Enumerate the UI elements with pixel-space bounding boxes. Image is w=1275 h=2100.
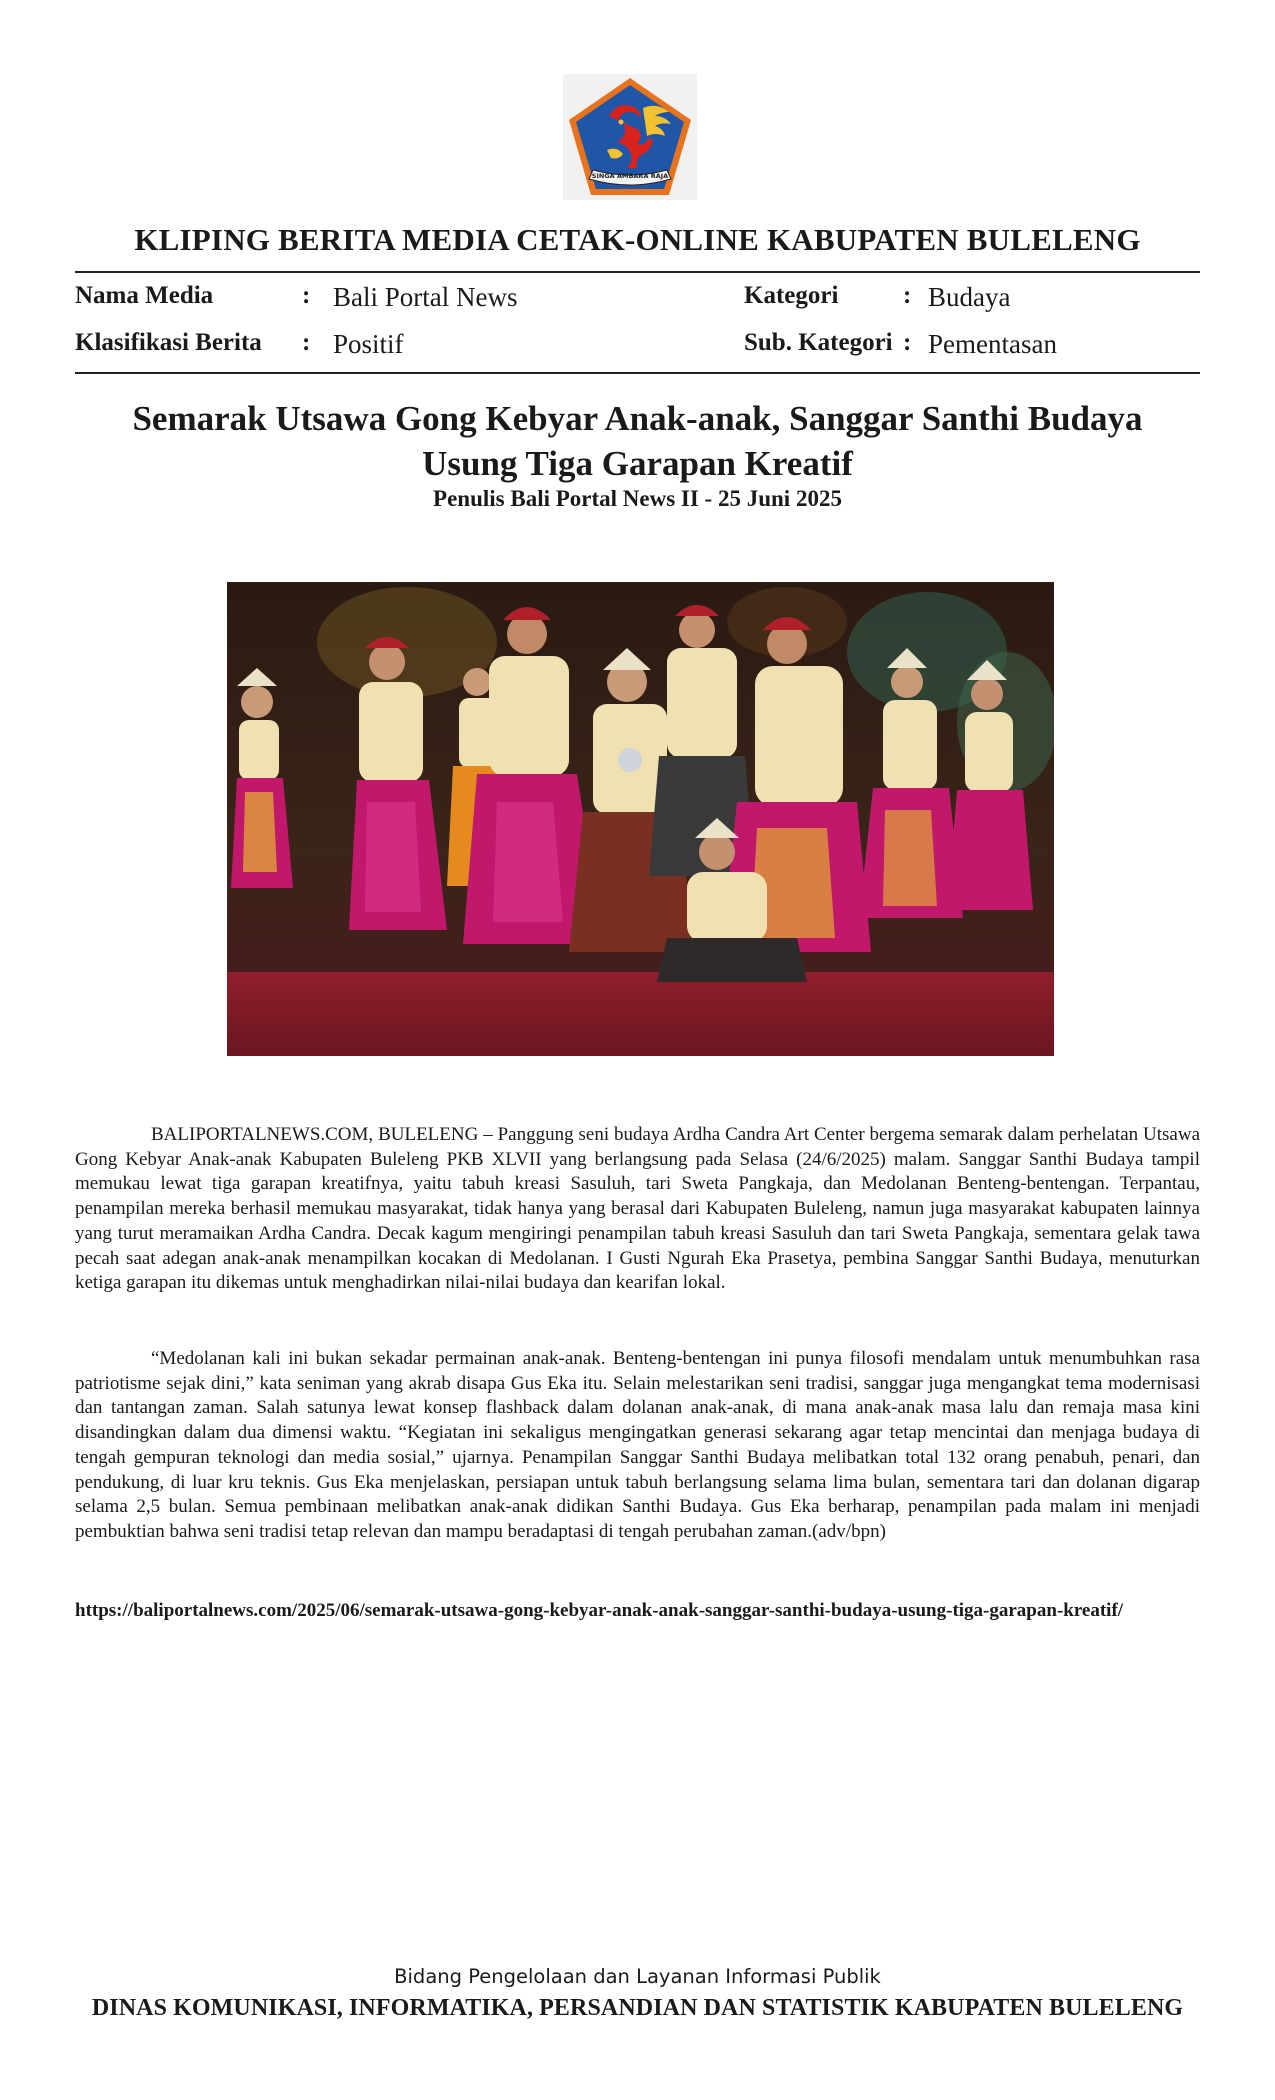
article-paragraph: BALIPORTALNEWS.COM, BULELENG – Panggung seni budaya Ardha Candra Art Center bergema semarak dalam perhelatan Utsawa Gong Kebyar Anak-anak Kabupaten Buleleng PKB XLVII yang berlangsung pada Selasa (24/6/2025) malam. Sanggar Santhi Budaya tampil memukau lewat tiga garapan kreatifnya, yaitu tabuh kreasi Sasuluh, tari Sweta Pangkaja, dan Medolanan Benteng-bentengan. Terpantau, penampilan mereka berhasil memukau masyarakat, tidak hanya yang berasal dari Kabupaten Buleleng, namun juga masyarakat kabupaten lainnya yang turut meramaikan Ardha Candra. Decak kagum mengiringi penampilan tabuh kreasi Sasuluh dan tari Sweta Pangkaja, sementara gelak tawa pecah saat adegan anak-anak menampilkan kocakan di Medolanan. I Gusti Ngurah Eka Prasetya, pembina Sanggar Santhi Budaya, menuturkan ketiga garapan itu dikemas untuk menghadirkan nilai-nilai budaya dan kearifan lokal. [75,1124,1200,1294]
article-title: Semarak Utsawa Gong Kebyar Anak-anak, Sanggar Santhi Budaya Usung Tiga Garapan Kreatif [132,399,1143,483]
footer-unit-name: Bidang Pengelolaan dan Layanan Informasi Publik [394,1965,881,1988]
category-value: Budaya [928,282,1011,312]
media-name-label: Nama Media [75,282,214,309]
source-link[interactable]: https://baliportalnews.com/2025/06/semarak-utsawa-gong-kebyar-anak-anak-sanggar-santhi-budaya-usung-tiga-garapan-kreatif/ [75,1600,1124,1621]
subcategory-colon: : [903,329,912,356]
header-divider [75,271,1200,273]
classification-value: Positif [333,329,404,359]
footer-department-name: DINAS KOMUNIKASI, INFORMATIKA, PERSANDIAN DAN STATISTIK KABUPATEN BULELENG [91,1995,1184,2021]
article-paragraph: “Medolanan kali ini bukan sekadar permainan anak-anak. Benteng-bentengan ini punya filosofi mendalam untuk menumbuhkan rasa patriotisme sejak dini,” kata seniman yang akrab disapa Gus Eka itu. Selain melestarikan seni tradisi, sanggar juga mengangkat tema modernisasi dan tantangan zaman. Salah satunya lewat konsep flashback dalam dolanan anak-anak, di mana anak-anak masa lalu dan remaja masa kini disandingkan dalam dua dimensi waktu. “Kegiatan ini sekaligus mengingatkan generasi sekarang agar tetap mencintai dan menjaga budaya di tengah gempuran teknologi dan media sosial,” ujarnya. Penampilan Sanggar Santhi Budaya melibatkan total 132 orang penabuh, penari, dan pendukung, di luar kru teknis. Gus Eka menjelaskan, persiapan untuk tabuh berlangsung selama lima bulan, sementara tari dan dolanan digarap selama 2,5 bulan. Semua pembinaan melibatkan anak-anak didikan Santhi Budaya. Gus Eka berharap, penampilan pada malam ini menjadi pembuktian bahwa seni tradisi tetap relevan dan mampu beradaptasi di tengah perubahan zaman.(adv/bpn) [75,1348,1200,1542]
category-label: Kategori [744,282,839,309]
clipping-header-title: KLIPING BERITA MEDIA CETAK-ONLINE KABUPATEN BULELENG [134,222,1141,257]
subcategory-label: Sub. Kategori [744,329,893,356]
subcategory-value: Pementasan [928,329,1057,359]
article-photo [227,582,1054,1056]
classification-colon: : [302,329,311,356]
media-name-value: Bali Portal News [333,282,518,312]
category-colon: : [903,282,912,309]
article-byline: Penulis Bali Portal News II - 25 Juni 2025 [433,486,842,511]
metadata-divider [75,372,1200,374]
regency-emblem-logo [563,74,697,200]
media-name-colon: : [302,282,311,309]
emblem-motto: SINGA AMBARA RAJA [591,172,669,180]
classification-label: Klasifikasi Berita [75,329,262,356]
